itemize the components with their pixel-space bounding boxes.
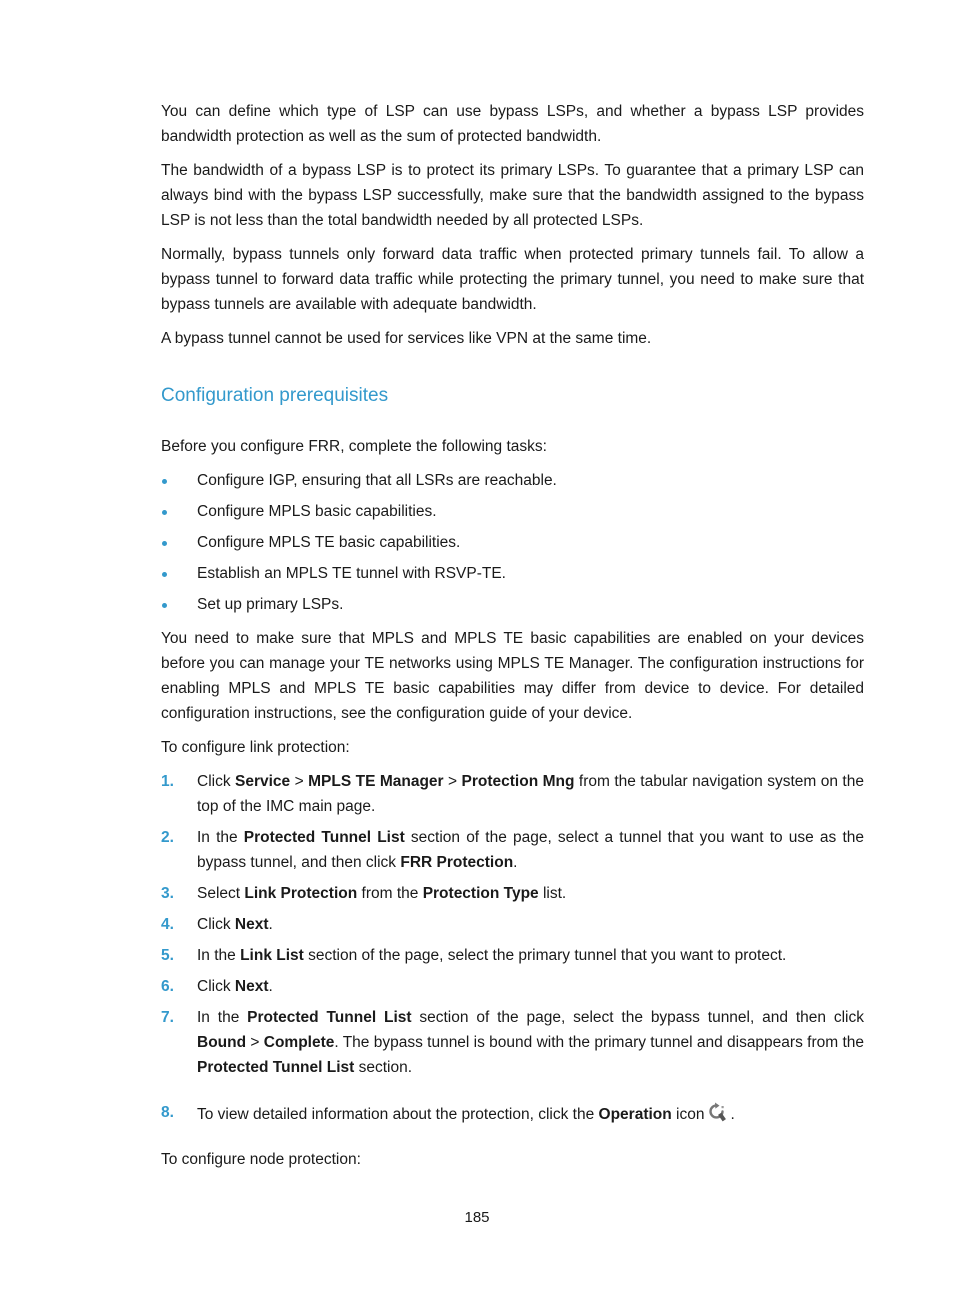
link-protection-lead: To configure link protection: bbox=[161, 739, 350, 756]
bullet-icon bbox=[162, 510, 167, 515]
intro-paragraph-1: You can define which type of LSP can use bypass LSPs, and whether a bypass LSP provides bandwidth protection as well as the sum of protected bandwidth. bbox=[161, 103, 864, 145]
step-5: 5. In the Link List section of the page, select the primary tunnel that you want to protect. bbox=[161, 943, 864, 968]
intro-paragraph-4: A bypass tunnel cannot be used for services like VPN at the same time. bbox=[161, 330, 652, 347]
list-item: Set up primary LSPs. bbox=[161, 592, 864, 617]
link-protection-steps bbox=[161, 769, 864, 1127]
intro-paragraph-3: Normally, bypass tunnels only forward data traffic when protected primary tunnels fail. To allow a bypass tunnel to forward data traffic while protecting the primary tunnel, you need to make sure that bypass tunnels are available with adequate bandwidth. bbox=[161, 246, 864, 313]
step-number: 6. bbox=[161, 978, 174, 995]
capabilities-note: You need to make sure that MPLS and MPLS TE basic capabilities are enabled on your devices before you can manage your TE networks using MPLS TE Manager. The configuration instructions for enabling MPLS and MPLS TE basic capabilities may differ from device to device. For detailed configuration instructions, see the configuration guide of your device. bbox=[161, 630, 864, 722]
document-page bbox=[161, 99, 864, 1181]
step-number: 5. bbox=[161, 947, 174, 964]
step-number: 7. bbox=[161, 1009, 174, 1026]
step-7: 7. In the Protected Tunnel List section of the page, select the bypass tunnel, and then click Bound > Complete. The bypass tunnel is bound with the primary tunnel and disappears from the Protected Tunnel List section. bbox=[161, 1005, 864, 1080]
intro-paragraph-2: The bandwidth of a bypass LSP is to protect its primary LSPs. To guarantee that a primary LSP can always bind with the bypass LSP successfully, make sure that the bandwidth assigned to the bypass LSP is not less than the total bandwidth needed by all protected LSPs. bbox=[161, 162, 864, 229]
step-number: 4. bbox=[161, 916, 174, 933]
section-heading: Configuration prerequisites bbox=[161, 385, 389, 406]
bullet-icon bbox=[162, 603, 167, 608]
step-1: 1. Click Service > MPLS TE Manager > Protection Mng from the tabular navigation system on the top of the IMC main page. bbox=[161, 769, 864, 819]
step-6: 6. Click Next. bbox=[161, 974, 864, 999]
list-item: Configure IGP, ensuring that all LSRs are reachable. bbox=[161, 468, 864, 493]
list-item: Establish an MPLS TE tunnel with RSVP-TE. bbox=[161, 561, 864, 586]
step-number: 3. bbox=[161, 885, 174, 902]
bullet-icon bbox=[162, 572, 167, 577]
step-8: 8. To view detailed information about the protection, click the Operation icon . bbox=[161, 1100, 864, 1127]
step-number: 2. bbox=[161, 829, 174, 846]
step-3: 3. Select Link Protection from the Protection Type list. bbox=[161, 881, 864, 906]
step-number: 8. bbox=[161, 1104, 174, 1121]
step-number: 1. bbox=[161, 773, 174, 790]
list-item: Configure MPLS TE basic capabilities. bbox=[161, 530, 864, 555]
list-item: Configure MPLS basic capabilities. bbox=[161, 499, 864, 524]
bullet-icon bbox=[162, 541, 167, 546]
page-number: 185 bbox=[464, 1209, 490, 1226]
step-2: 2. In the Protected Tunnel List section of the page, select a tunnel that you want to use as the bypass tunnel, and then click FRR Protection. bbox=[161, 825, 864, 875]
bullet-icon bbox=[162, 479, 167, 484]
prerequisites-lead: Before you configure FRR, complete the following tasks: bbox=[161, 438, 547, 455]
step-4: 4. Click Next. bbox=[161, 912, 864, 937]
prerequisite-list bbox=[161, 468, 864, 617]
operation-icon[interactable] bbox=[706, 1100, 728, 1122]
node-protection-lead: To configure node protection: bbox=[161, 1151, 361, 1168]
